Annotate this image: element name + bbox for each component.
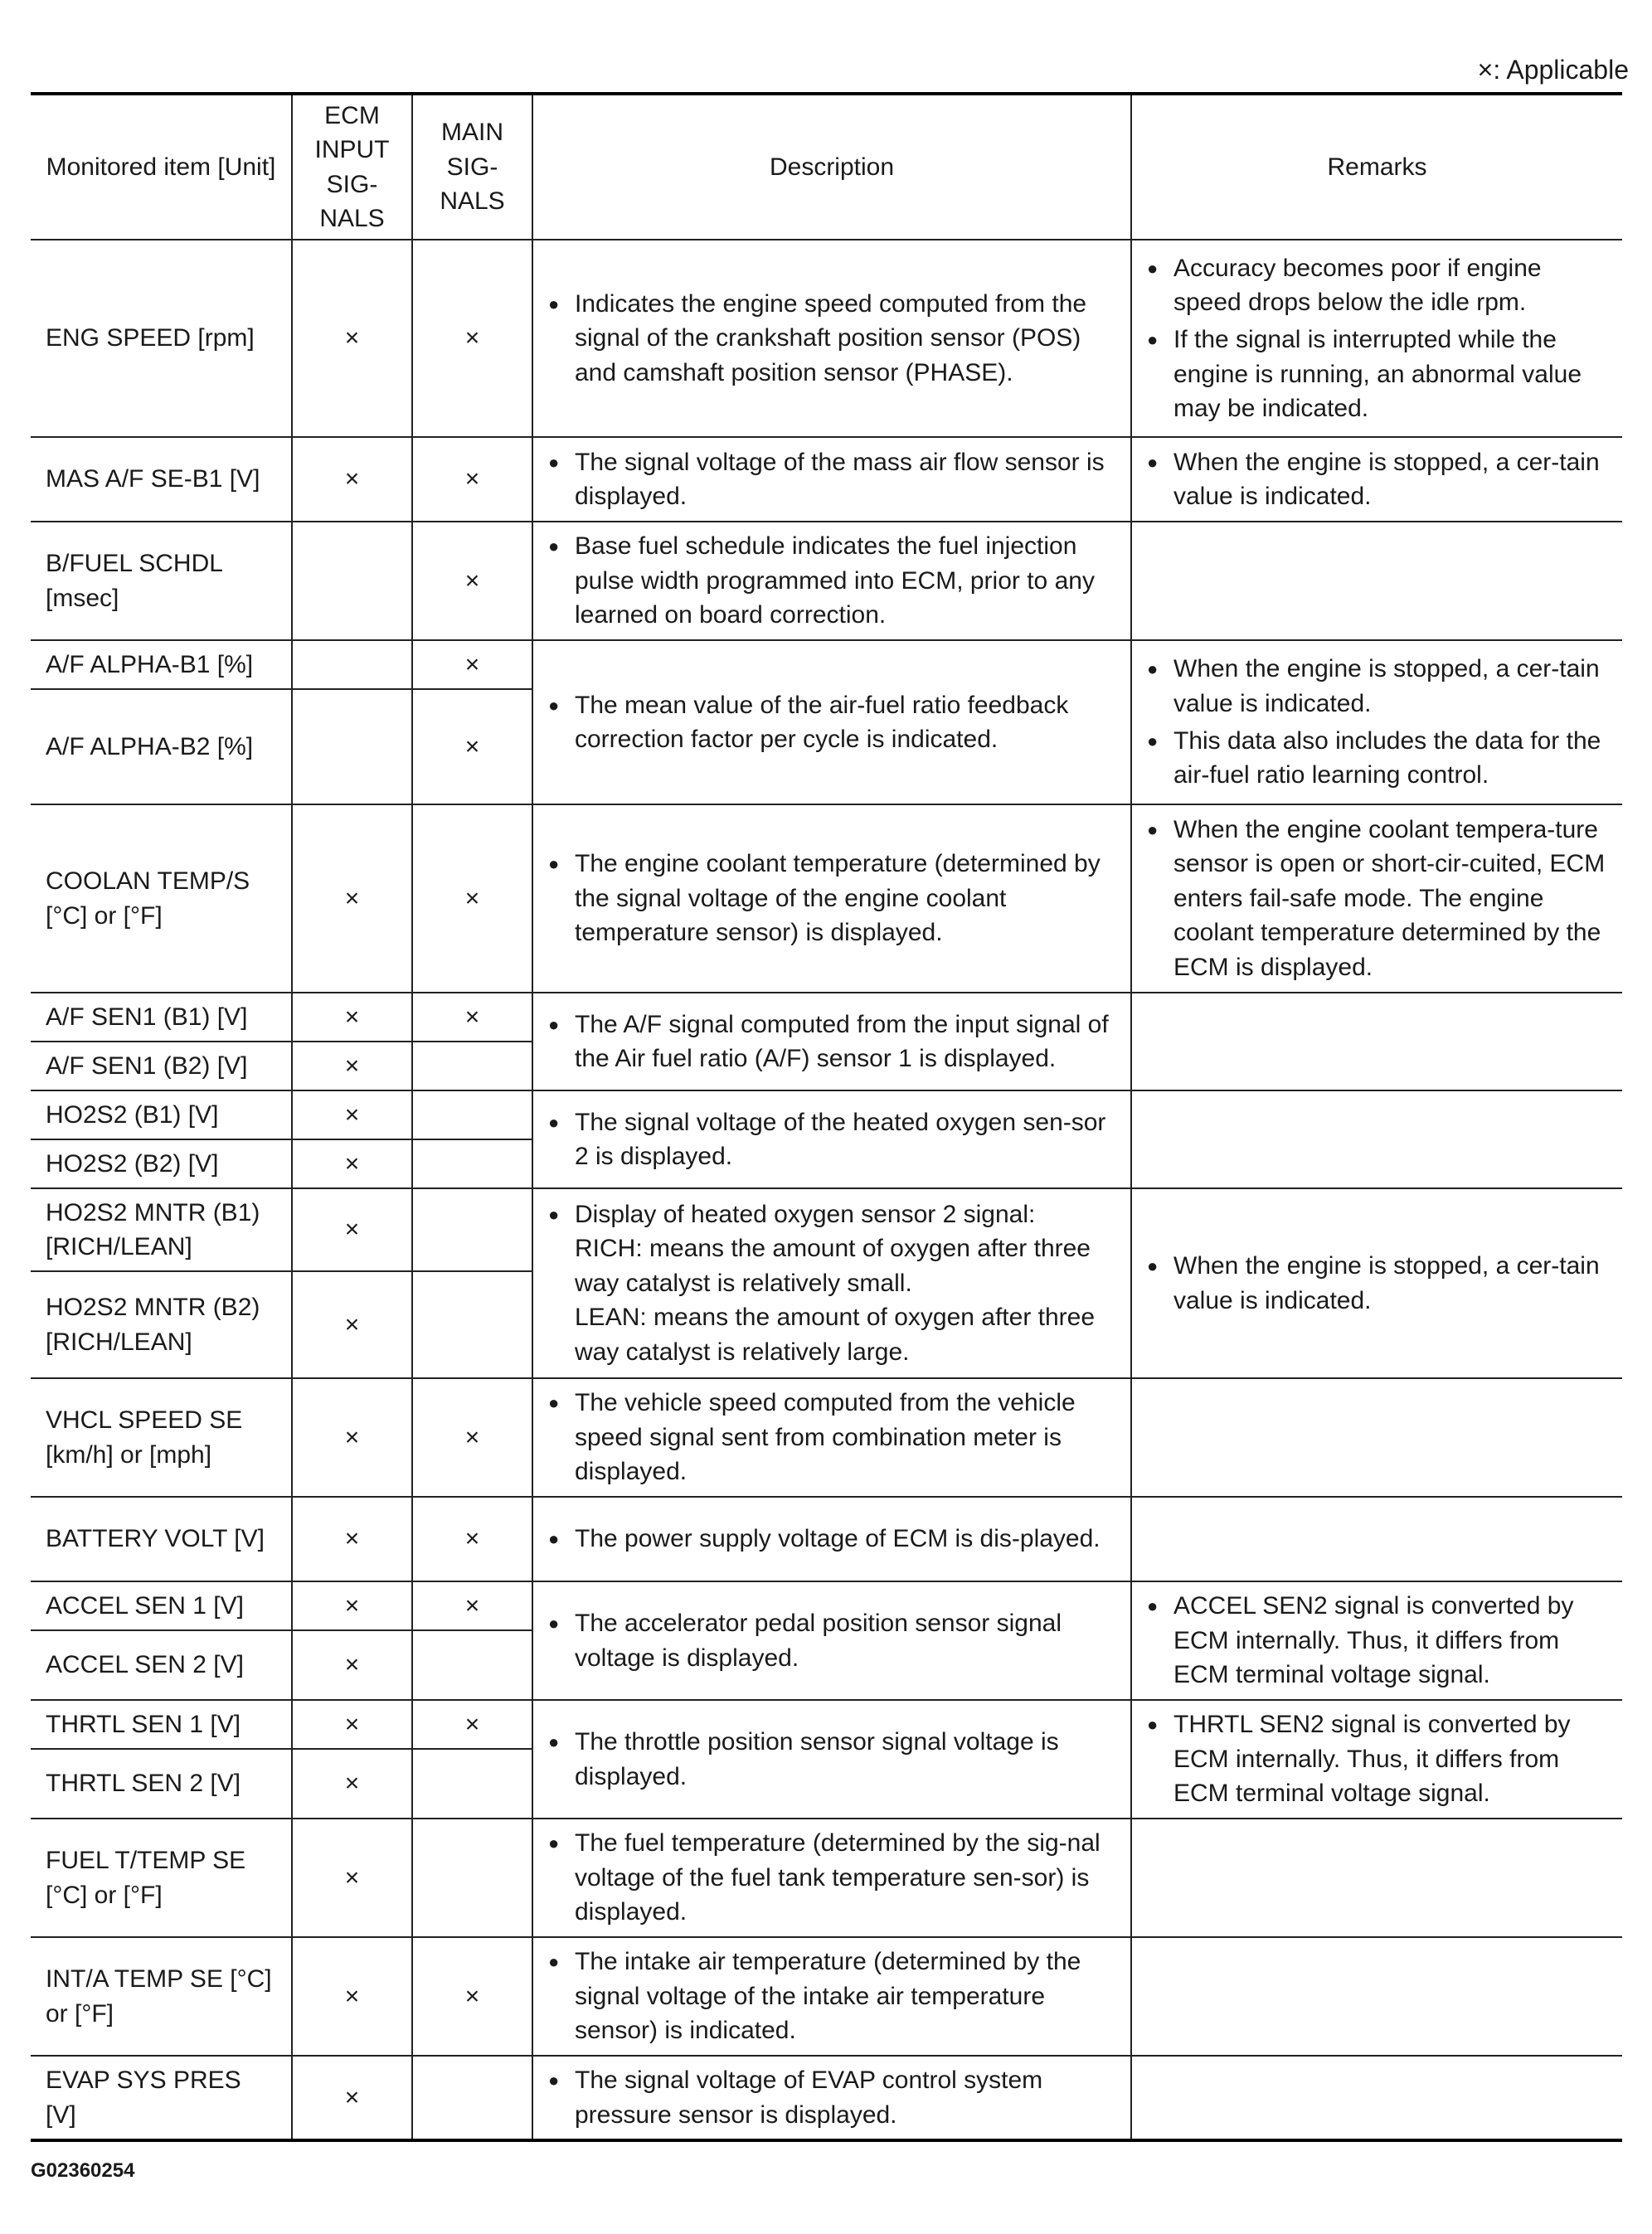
monitored-item: VHCL SPEED SE [km/h] or [mph] <box>31 1378 292 1497</box>
remarks-cell <box>1131 1497 1622 1581</box>
table-row <box>31 240 1622 437</box>
remarks-cell <box>1131 1090 1622 1188</box>
description-text: ● The engine coolant temperature (determined by the signal voltage of the engine coolant temperature sensor) is displayed. <box>548 847 1115 949</box>
ecm-input-mark: × <box>292 437 412 522</box>
description-text: ● The signal voltage of the heated oxygen sen-sor 2 is displayed. <box>548 1105 1115 1174</box>
header-monitored-item: Monitored item [Unit] <box>31 94 292 240</box>
table-row <box>31 1497 1622 1581</box>
monitored-items-table <box>31 92 1622 2142</box>
description-line: RICH: means the amount of oxygen after three way catalyst is relatively small. <box>575 1235 1091 1297</box>
header-row <box>31 94 1622 240</box>
remark-text: ● If the signal is interrupted while the engine is running, an abnormal value may be indicated. <box>1147 323 1607 425</box>
description-cell <box>532 1378 1131 1497</box>
remark-text: ● When the engine is stopped, a cer-tain value is indicated. <box>1147 652 1607 721</box>
main-signal-mark: × <box>412 1581 532 1630</box>
ecm-input-mark: × <box>292 1139 412 1188</box>
monitored-item: HO2S2 (B2) [V] <box>31 1139 292 1188</box>
ecm-input-mark: × <box>292 1749 412 1819</box>
remarks-cell <box>1131 2056 1622 2140</box>
monitored-item: INT/A TEMP SE [°C] or [°F] <box>31 1937 292 2056</box>
table-row <box>31 1581 1622 1630</box>
description-cell <box>532 1581 1131 1700</box>
description-text: ● The A/F signal computed from the input signal of the Air fuel ratio (A/F) sensor 1 is displayed. <box>548 1008 1115 1076</box>
main-signal-mark <box>412 1819 532 1937</box>
remarks-cell <box>1131 1700 1622 1819</box>
remarks-cell <box>1131 1819 1622 1937</box>
monitored-item: BATTERY VOLT [V] <box>31 1497 292 1581</box>
remark-text: ● THRTL SEN2 signal is converted by ECM internally. Thus, it differs from ECM terminal voltage signal. <box>1147 1707 1607 1810</box>
monitored-item: HO2S2 (B1) [V] <box>31 1090 292 1139</box>
description-text: ● The signal voltage of the mass air flow sensor is displayed. <box>548 445 1115 514</box>
remarks-cell <box>1131 1581 1622 1700</box>
remarks-cell <box>1131 240 1622 437</box>
description-cell <box>532 2056 1131 2140</box>
monitored-item: HO2S2 MNTR (B2) [RICH/LEAN] <box>31 1271 292 1378</box>
main-signal-mark: × <box>412 993 532 1042</box>
description-text: ● The mean value of the air-fuel ratio feedback correction factor per cycle is indicated. <box>548 688 1115 757</box>
monitored-item: EVAP SYS PRES [V] <box>31 2056 292 2140</box>
description-text: ● The signal voltage of EVAP control system pressure sensor is displayed. <box>548 2063 1115 2132</box>
description-text: ● Base fuel schedule indicates the fuel injection pulse width programmed into ECM, prior to any learned on board correction. <box>548 529 1115 632</box>
description-text: ● The throttle position sensor signal voltage is displayed. <box>548 1725 1115 1794</box>
ecm-input-mark: × <box>292 1630 412 1700</box>
remarks-cell <box>1131 437 1622 522</box>
remarks-cell <box>1131 1937 1622 2056</box>
description-cell <box>532 522 1131 640</box>
main-signal-mark: × <box>412 1700 532 1749</box>
header-main-signals: MAIN SIG-NALS <box>412 94 532 240</box>
ecm-input-mark <box>292 689 412 804</box>
monitored-item: MAS A/F SE-B1 [V] <box>31 437 292 522</box>
ecm-input-mark: × <box>292 993 412 1042</box>
remarks-cell <box>1131 522 1622 640</box>
description-text <box>548 1197 1115 1369</box>
main-signal-mark: × <box>412 240 532 437</box>
monitored-item: ENG SPEED [rpm] <box>31 240 292 437</box>
description-cell <box>532 1937 1131 2056</box>
remark-text: ● Accuracy becomes poor if engine speed drops below the idle rpm. <box>1147 251 1607 320</box>
table-row <box>31 1937 1622 2056</box>
remarks-cell <box>1131 804 1622 993</box>
ecm-input-mark: × <box>292 804 412 993</box>
remark-text: ● When the engine is stopped, a cer-tain value is indicated. <box>1147 1249 1607 1318</box>
main-signal-mark: × <box>412 437 532 522</box>
description-cell <box>532 1497 1131 1581</box>
remarks-cell <box>1131 993 1622 1090</box>
description-cell <box>532 804 1131 993</box>
table-row <box>31 1378 1622 1497</box>
description-text: ● The fuel temperature (determined by the sig-nal voltage of the fuel tank temperature sen-sor) is displayed. <box>548 1826 1115 1929</box>
description-text: ● The intake air temperature (determined by the signal voltage of the intake air temperature sensor) is indicated. <box>548 1945 1115 2047</box>
figure-id: G02360254 <box>31 2159 135 2182</box>
monitored-item: A/F SEN1 (B1) [V] <box>31 993 292 1042</box>
ecm-input-mark <box>292 640 412 689</box>
main-signal-mark: × <box>412 689 532 804</box>
header-remarks: Remarks <box>1131 94 1622 240</box>
table-row <box>31 1700 1622 1749</box>
remark-text: ● This data also includes the data for the air-fuel ratio learning control. <box>1147 724 1607 793</box>
monitored-item: FUEL T/TEMP SE [°C] or [°F] <box>31 1819 292 1937</box>
ecm-input-mark: × <box>292 1497 412 1581</box>
table-row <box>31 437 1622 522</box>
description-cell <box>532 1188 1131 1378</box>
main-signal-mark: × <box>412 1937 532 2056</box>
description-cell <box>532 1090 1131 1188</box>
ecm-input-mark: × <box>292 1090 412 1139</box>
description-cell <box>532 437 1131 522</box>
description-cell <box>532 240 1131 437</box>
main-signal-mark <box>412 1630 532 1700</box>
ecm-input-mark: × <box>292 1271 412 1378</box>
ecm-input-mark: × <box>292 1188 412 1271</box>
remark-text: ● When the engine coolant tempera-ture sensor is open or short-cir-cuited, ECM enters fail-safe mode. The engine coolant temperature determined by the ECM is displayed. <box>1147 813 1607 984</box>
table-row <box>31 1819 1622 1937</box>
ecm-input-mark: × <box>292 240 412 437</box>
table-row <box>31 1188 1622 1271</box>
remark-text: ● ACCEL SEN2 signal is converted by ECM internally. Thus, it differs from ECM terminal voltage signal. <box>1147 1589 1607 1692</box>
description-cell <box>532 1700 1131 1819</box>
description-line: Display of heated oxygen sensor 2 signal: <box>575 1201 1036 1229</box>
ecm-input-mark: × <box>292 1937 412 2056</box>
applicable-legend: ×: Applicable <box>1477 55 1629 85</box>
remarks-cell <box>1131 1188 1622 1378</box>
main-signal-mark <box>412 1749 532 1819</box>
main-signal-mark <box>412 1188 532 1271</box>
main-signal-mark: × <box>412 1378 532 1497</box>
ecm-input-mark: × <box>292 1378 412 1497</box>
description-cell <box>532 1819 1131 1937</box>
ecm-input-mark <box>292 522 412 640</box>
ecm-input-mark: × <box>292 1819 412 1937</box>
table-row <box>31 1090 1622 1139</box>
description-cell <box>532 993 1131 1090</box>
description-text: ● Indicates the engine speed computed from the signal of the crankshaft position sensor (POS) and camshaft position sensor (PHASE). <box>548 287 1115 390</box>
main-signal-mark: × <box>412 522 532 640</box>
header-description: Description <box>532 94 1131 240</box>
monitored-item: A/F ALPHA-B2 [%] <box>31 689 292 804</box>
main-signal-mark <box>412 1042 532 1090</box>
main-signal-mark <box>412 1271 532 1378</box>
remark-text: ● When the engine is stopped, a cer-tain value is indicated. <box>1147 445 1607 514</box>
table-row <box>31 640 1622 689</box>
main-signal-mark: × <box>412 804 532 993</box>
header-ecm-input-signals: ECM INPUT SIG-NALS <box>292 94 412 240</box>
table-row <box>31 993 1622 1042</box>
table-row <box>31 2056 1622 2140</box>
monitored-item: THRTL SEN 1 [V] <box>31 1700 292 1749</box>
description-line: LEAN: means the amount of oxygen after three way catalyst is relatively large. <box>575 1304 1096 1366</box>
monitored-item: A/F ALPHA-B1 [%] <box>31 640 292 689</box>
monitored-item: A/F SEN1 (B2) [V] <box>31 1042 292 1090</box>
remarks-cell <box>1131 1378 1622 1497</box>
main-signal-mark: × <box>412 640 532 689</box>
monitored-item: COOLAN TEMP/S [°C] or [°F] <box>31 804 292 993</box>
description-cell <box>532 640 1131 804</box>
description-text: ● The vehicle speed computed from the vehicle speed signal sent from combination meter is displayed. <box>548 1386 1115 1489</box>
ecm-input-mark: × <box>292 1042 412 1090</box>
monitored-item: ACCEL SEN 2 [V] <box>31 1630 292 1700</box>
monitored-item: ACCEL SEN 1 [V] <box>31 1581 292 1630</box>
ecm-input-mark: × <box>292 1700 412 1749</box>
monitored-item: B/FUEL SCHDL [msec] <box>31 522 292 640</box>
main-signal-mark <box>412 1090 532 1139</box>
main-signal-mark <box>412 1139 532 1188</box>
ecm-input-mark: × <box>292 1581 412 1630</box>
ecm-input-mark: × <box>292 2056 412 2140</box>
monitored-item: HO2S2 MNTR (B1) [RICH/LEAN] <box>31 1188 292 1271</box>
main-signal-mark <box>412 2056 532 2140</box>
description-text: ● The power supply voltage of ECM is dis-played. <box>548 1522 1115 1556</box>
monitored-item: THRTL SEN 2 [V] <box>31 1749 292 1819</box>
description-text: ● The accelerator pedal position sensor signal voltage is displayed. <box>548 1606 1115 1675</box>
main-signal-mark: × <box>412 1497 532 1581</box>
table-row <box>31 522 1622 640</box>
remarks-cell <box>1131 640 1622 804</box>
table-row <box>31 804 1622 993</box>
